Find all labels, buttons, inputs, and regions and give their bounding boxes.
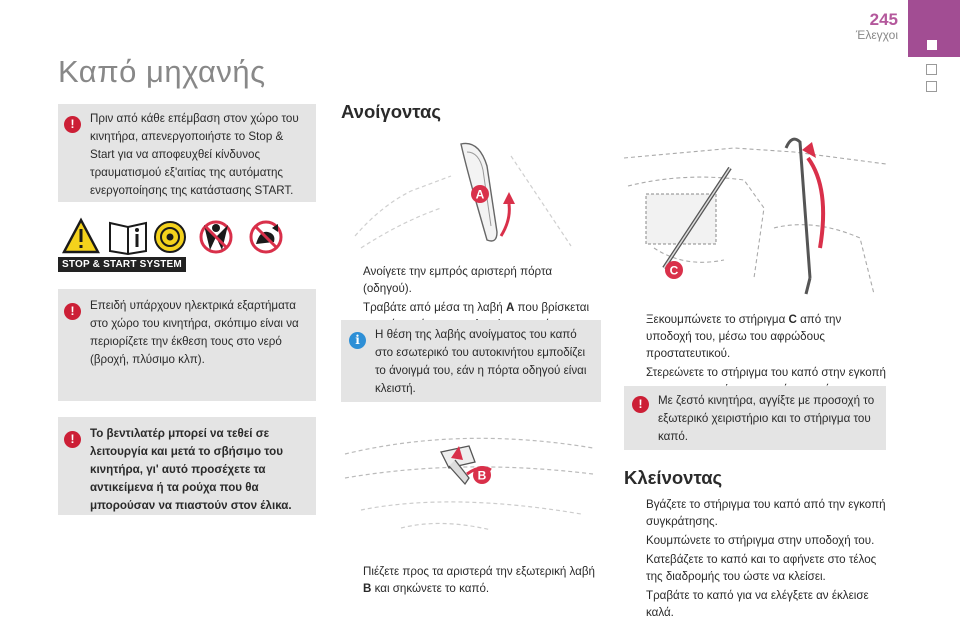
chapter-tab-outline-2[interactable]	[926, 81, 937, 92]
opening-step-2-text: Τραβάτε από μέσα τη λαβή	[363, 301, 506, 314]
info-text-handle-position: Η θέση της λαβής ανοίγματος του καπό στο εσωτερικό του αυτοκινήτου εμποδίζει το άνοιγμά του, εάν η πόρτα οδηγού είναι κλειστή.	[375, 328, 587, 395]
list-item	[341, 563, 603, 597]
interior-handle-illustration-icon	[341, 136, 601, 256]
closing-heading: Κλείνοντας	[624, 467, 723, 488]
closing-steps-list	[624, 496, 888, 623]
warning-icon: !	[64, 116, 81, 133]
section-name: Έλεγχοι	[855, 28, 898, 42]
safety-pictograms-icon	[58, 216, 316, 258]
opening-step-1: Ανοίγετε την εμπρός αριστερή πόρτα (οδηγού).	[363, 265, 553, 295]
bonnet-stay-illustration-icon	[624, 128, 886, 300]
warning-box-fan	[58, 417, 316, 515]
list-item	[624, 311, 888, 362]
list-item	[624, 496, 888, 530]
page-number: 245	[869, 10, 898, 29]
chapter-tab-marker	[927, 40, 937, 50]
list-item	[341, 263, 603, 297]
warning-text-hot-engine: Με ζεστό κινητήρα, αγγίξτε με προσοχή το εξωτερικό χειριστήριο και το στήριγμα του καπό.	[658, 394, 875, 443]
opening-step-3-list	[341, 563, 603, 599]
chapter-tab-outline-1[interactable]	[926, 64, 937, 75]
opening-step-4-letter: C	[788, 313, 797, 326]
info-box-handle-position	[341, 320, 601, 402]
opening-step-3-text: Πιέζετε προς τα αριστερά την εξωτερική λαβή	[363, 565, 595, 578]
warning-icon: !	[64, 431, 81, 448]
opening-step-3-text-end: και σηκώνετε το καπό.	[371, 582, 490, 595]
info-icon: i	[349, 332, 366, 349]
warning-icon: !	[64, 303, 81, 320]
closing-step-3: Κατεβάζετε το καπό και το αφήνετε στο τέλος της διαδρομής του ώστε να κλείσει.	[646, 553, 877, 583]
callout-label-b: B	[477, 468, 487, 483]
opening-step-5: Στερεώνετε το στήριγμα του καπό στην εγκοπή	[646, 366, 886, 379]
opening-heading: Ανοίγοντας	[341, 101, 442, 122]
opening-step-4-text: Ξεκουμπώνετε το στήριγμα	[646, 313, 789, 326]
opening-step-4-text-end: από την υποδοχή του, μέσω του αφρώδους προστατευτικού.	[646, 313, 842, 360]
illustration-handle-a	[341, 136, 601, 256]
illustration-stay-c	[624, 128, 886, 300]
closing-step-1: Βγάζετε το στήριγμα του καπό από την εγκοπή συγκράτησης.	[646, 498, 886, 528]
opening-step-2-text-end: που βρίσκεται	[517, 301, 590, 314]
page-title: Καπό μηχανής	[58, 54, 266, 89]
callout-label-c: C	[669, 263, 679, 278]
opening-step-2-letter: A	[505, 301, 515, 314]
warning-icon: !	[632, 396, 649, 413]
closing-step-4: Τραβάτε το καπό για να ελέγξετε αν έκλεισε καλά.	[646, 589, 869, 619]
list-item	[624, 551, 888, 585]
warning-box-hot-engine	[624, 386, 886, 450]
warning-text-fan: Το βεντιλατέρ μπορεί να τεθεί σε λειτουργία και μετά το σβήσιμο του κινητήρα, γι' αυτό προσέχετε τα αντικείμενα ή τα ρούχα που θα μπορούσαν να πιαστούν στον έλικα.	[90, 427, 292, 512]
list-item	[624, 587, 888, 621]
warning-text-stop-start: Πριν από κάθε επέμβαση στον χώρο του κινητήρα, απενεργοποιήστε το Stop & Start για να αποφευχθεί κίνδυνος τραυματισμού εξ'αιτίας της αυτόματης ενεργοποίησης της κατάστασης START.	[90, 112, 299, 197]
opening-step-3-letter: B	[363, 582, 372, 595]
illustration-latch-b	[341, 418, 601, 546]
callout-label-a: A	[475, 187, 485, 202]
warning-box-stop-start	[58, 104, 316, 202]
closing-step-2: Κουμπώνετε το στήριγμα στην υποδοχή του.	[646, 534, 875, 547]
stop-start-system-label: STOP & START SYSTEM	[58, 257, 186, 272]
exterior-latch-illustration-icon	[341, 418, 601, 546]
warning-box-electrical	[58, 289, 316, 401]
chapter-tab[interactable]	[908, 0, 960, 57]
warning-text-electrical: Επειδή υπάρχουν ηλεκτρικά εξαρτήματα στο χώρο του κινητήρα, σκόπιμο είναι να περιορίζετε την έκθεση τους στο νερό (βροχή, πλύσιμο κλπ).	[90, 299, 299, 366]
list-item	[624, 532, 888, 549]
